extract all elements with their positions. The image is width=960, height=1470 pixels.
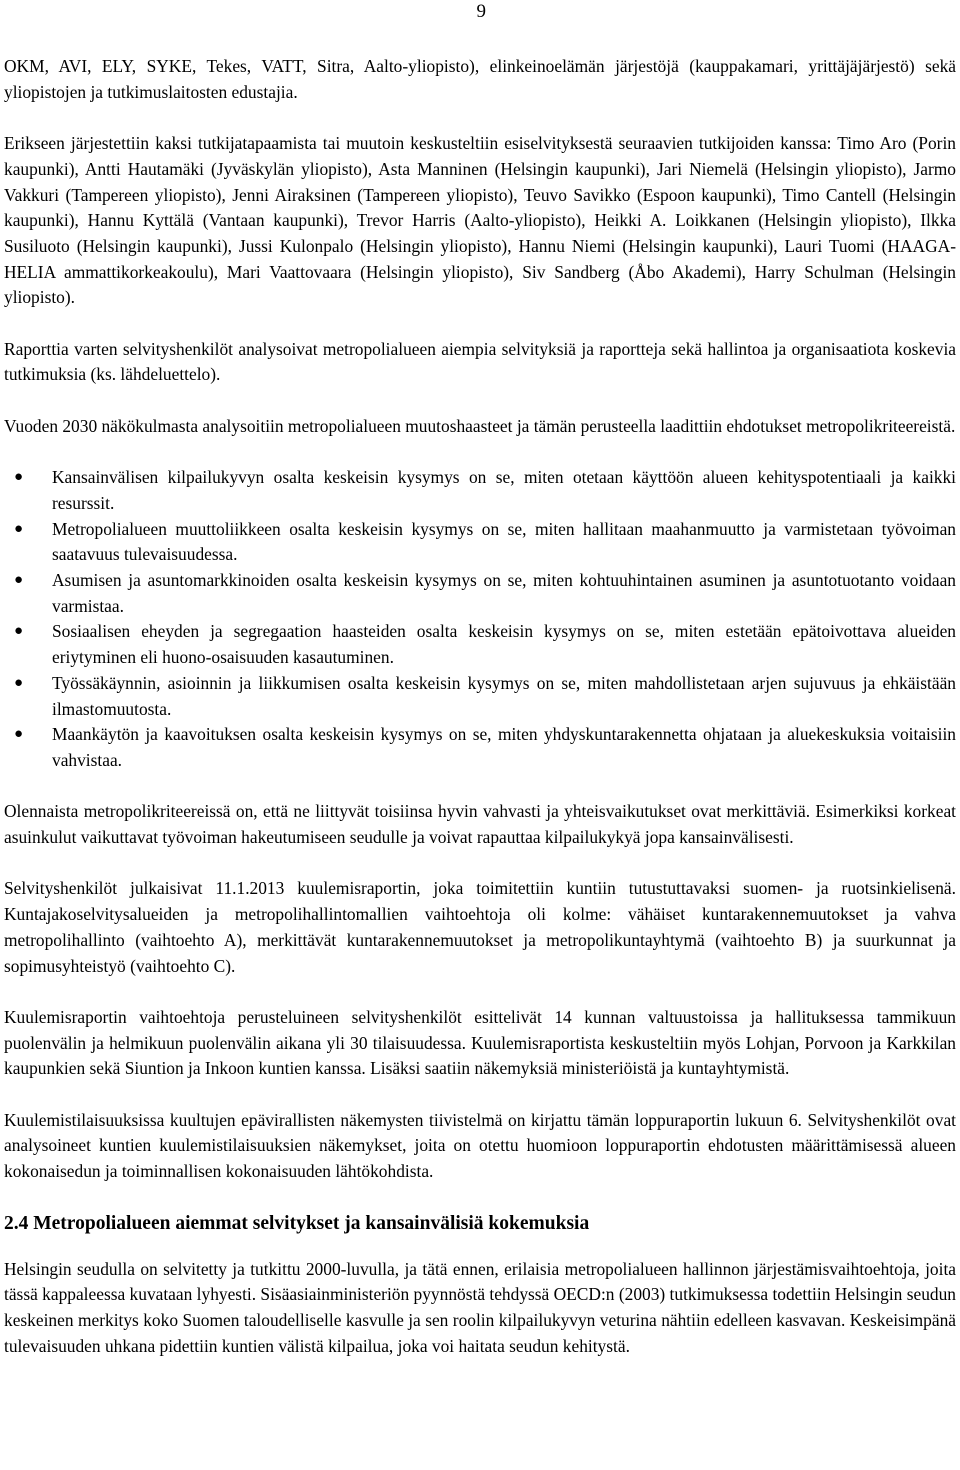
list-item	[4, 619, 956, 670]
list-item	[4, 568, 956, 619]
paragraph-researchers: Erikseen järjestettiin kaksi tutkijatapaamista tai muutoin keskusteltiin esiselvityksestä seuraavien tutkijoiden kanssa: Timo Aro (Porin kaupunki), Antti Hautamäki (Jyväskylän yliopisto), Asta Manninen (Helsingin kaupunki), Jari Niemelä (Helsingin yliopisto), Jarmo Vakkuri (Tampereen yliopisto), Jenni Airaksinen (Tampereen yliopisto), Teuvo Savikko (Espoon kaupunki), Timo Cantell (Helsingin kaupunki), Hannu Kyttälä (Vantaan kaupunki), Trevor Harris (Aalto-yliopisto), Heikki A. Loikkanen (Helsingin yliopisto), Ilkka Susiluoto (Helsingin kaupunki), Jussi Kulonpalo (Helsingin yliopisto), Hannu Niemi (Helsingin kaupunki), Lauri Tuomi (HAAGA-HELIA ammattikorkeakoulu), Mari Vaattovaara (Helsingin yliopisto), Siv Sandberg (Åbo Akademi), Harry Schulman (Helsingin yliopisto).	[4, 133, 956, 308]
page-number: 9	[476, 1, 486, 22]
list-item	[4, 465, 956, 516]
list-item-text: Sosiaalisen eheyden ja segregaation haasteiden osalta keskeisin kysymys on se, miten estetään epätoivottava alueiden eriytyminen eli huono-osaisuuden kasautuminen.	[52, 621, 956, 668]
criteria-list	[4, 465, 956, 773]
list-item-text: Kansainvälisen kilpailukyvyn osalta keskeisin kysymys on se, miten otetaan käyttöön alueen kehityspotentiaali ja kaikki resurssit.	[52, 467, 956, 513]
list-item-text: Asumisen ja asuntomarkkinoiden osalta keskeisin kysymys on se, miten kohtuuhintainen asuminen ja asuntotuotanto voidaan varmistaa.	[52, 570, 956, 616]
bullet-icon: ●	[14, 469, 24, 486]
paragraph-council-presentations: Kuulemisraportin vaihtoehtoja perusteluineen selvityshenkilöt esittelivät 14 kunnan valtuustoissa ja hallituksessa tammikuun puolenvälin ja helmikuun puolenvälin aikana yli 30 tilaisuudessa. Kuulemisraportista keskusteltiin myös Lohjan, Porvoon ja Karkkilan kaupunkien sekä Siuntion ja Inkoon kuntien kanssa. Lisäksi saatiin näkemyksiä ministeriöistä ja kuntayhtymistä.	[4, 1006, 956, 1079]
bullet-icon: ●	[14, 572, 24, 588]
list-item	[4, 671, 956, 722]
document-body	[4, 54, 956, 1385]
paragraph-2030-perspective: Vuoden 2030 näkökulmasta analysoitiin metropolialueen muutoshaasteet ja tämän perusteella laadittiin ehdotukset metropolikriteereistä.	[4, 415, 956, 436]
paragraph-analysis: Raporttia varten selvityshenkilöt analysoivat metropolialueen aiempia selvityksiä ja raportteja sekä hallintoa ja organisaatiota koskevia tutkimuksia (ks. lähdeluettelo).	[4, 338, 956, 385]
paragraph-stakeholders: OKM, AVI, ELY, SYKE, Tekes, VATT, Sitra, Aalto-yliopisto), elinkeinoelämän järjestöjä (kauppakamari, yrittäjäjärjestö) sekä yliopistojen ja tutkimuslaitosten edustajia.	[4, 56, 956, 102]
bullet-icon: ●	[14, 726, 24, 743]
bullet-icon: ●	[14, 674, 24, 691]
list-item	[4, 722, 956, 773]
paragraph-criteria-interlinked: Olennaista metropolikriteereissä on, että ne liittyvät toisiinsa hyvin vahvasti ja yhteisvaikutukset ovat merkittäviä. Esimerkiksi korkeat asuinkulut vaikuttavat työvoiman hakeutumiseen seudulle ja voivat rapauttaa kilpailukykyä jopa kansainvälisesti.	[4, 801, 956, 848]
paragraph-consultation-report: Selvityshenkilöt julkaisivat 11.1.2013 kuulemisraportin, joka toimitettiin kuntiin tutustuttavaksi suomen- ja ruotsinkielisenä. Kuntajakoselvitysalueiden ja metropolihallintomallien vaihtoehtoja oli kolme: vähäiset kuntarakennemuutokset ja vahva metropolihallinto (vaihtoehto A), merkittävät kuntarakennemuutokset ja metropolikuntayhtymä (vaihtoehto B) ja suurkunnat ja sopimusyhteistyö (vaihtoehto C).	[4, 878, 956, 976]
bullet-icon: ●	[14, 623, 24, 640]
list-item-text: Työssäkäynnin, asioinnin ja liikkumisen osalta keskeisin kysymys on se, miten mahdollistetaan arjen sujuvuus ja ehkäistään ilmastomuutosta.	[52, 672, 956, 719]
list-item-text: Metropolialueen muuttoliikkeen osalta keskeisin kysymys on se, miten hallitaan maahanmuutto ja varmistetaan työvoiman saatavuus tulevaisuudessa.	[52, 518, 956, 565]
bullet-icon: ●	[14, 520, 24, 537]
paragraph-previous-studies: Helsingin seudulla on selvitetty ja tutkittu 2000-luvulla, ja tätä ennen, erilaisia metropolialueen hallinnon järjestämisvaihtoehtoja, joita tässä kappaleessa kuvataan lyhyesti. Sisäasiainministeriön pyynnöstä tehdyssä OECD:n (2003) tutkimuksessa todettiin Helsingin seudun keskeinen merkitys koko Suomen taloudelliselle kasvulle ja sen roolin kilpailukyvyn veturina nähtiin edelleen kasvavan. Keskeisimpänä tulevaisuuden uhkana pidettiin kuntien välistä kilpailua, joka voi haitata seudun kehitystä.	[4, 1258, 956, 1356]
section-heading: 2.4 Metropolialueen aiemmat selvitykset ja kansainvälisiä kokemuksia	[4, 1212, 590, 1234]
list-item	[4, 517, 956, 568]
list-item-text: Maankäytön ja kaavoituksen osalta keskeisin kysymys on se, miten yhdyskuntarakennetta ohjataan ja aluekeskuksia voitaisiin vahvistaa.	[52, 724, 956, 770]
paragraph-hearing-summary: Kuulemistilaisuuksissa kuultujen epävirallisten näkemysten tiivistelmä on kirjattu tämän loppuraportin lukuun 6. Selvityshenkilöt ovat analysoineet kuntien kuulemistilaisuuksien näkemykset, joita on otettu huomioon loppuraportin ehdotusten määrittämisessä alueen kokonaisedun ja toiminnallisen kokonaisuuden lähtökohdista.	[4, 1109, 956, 1182]
